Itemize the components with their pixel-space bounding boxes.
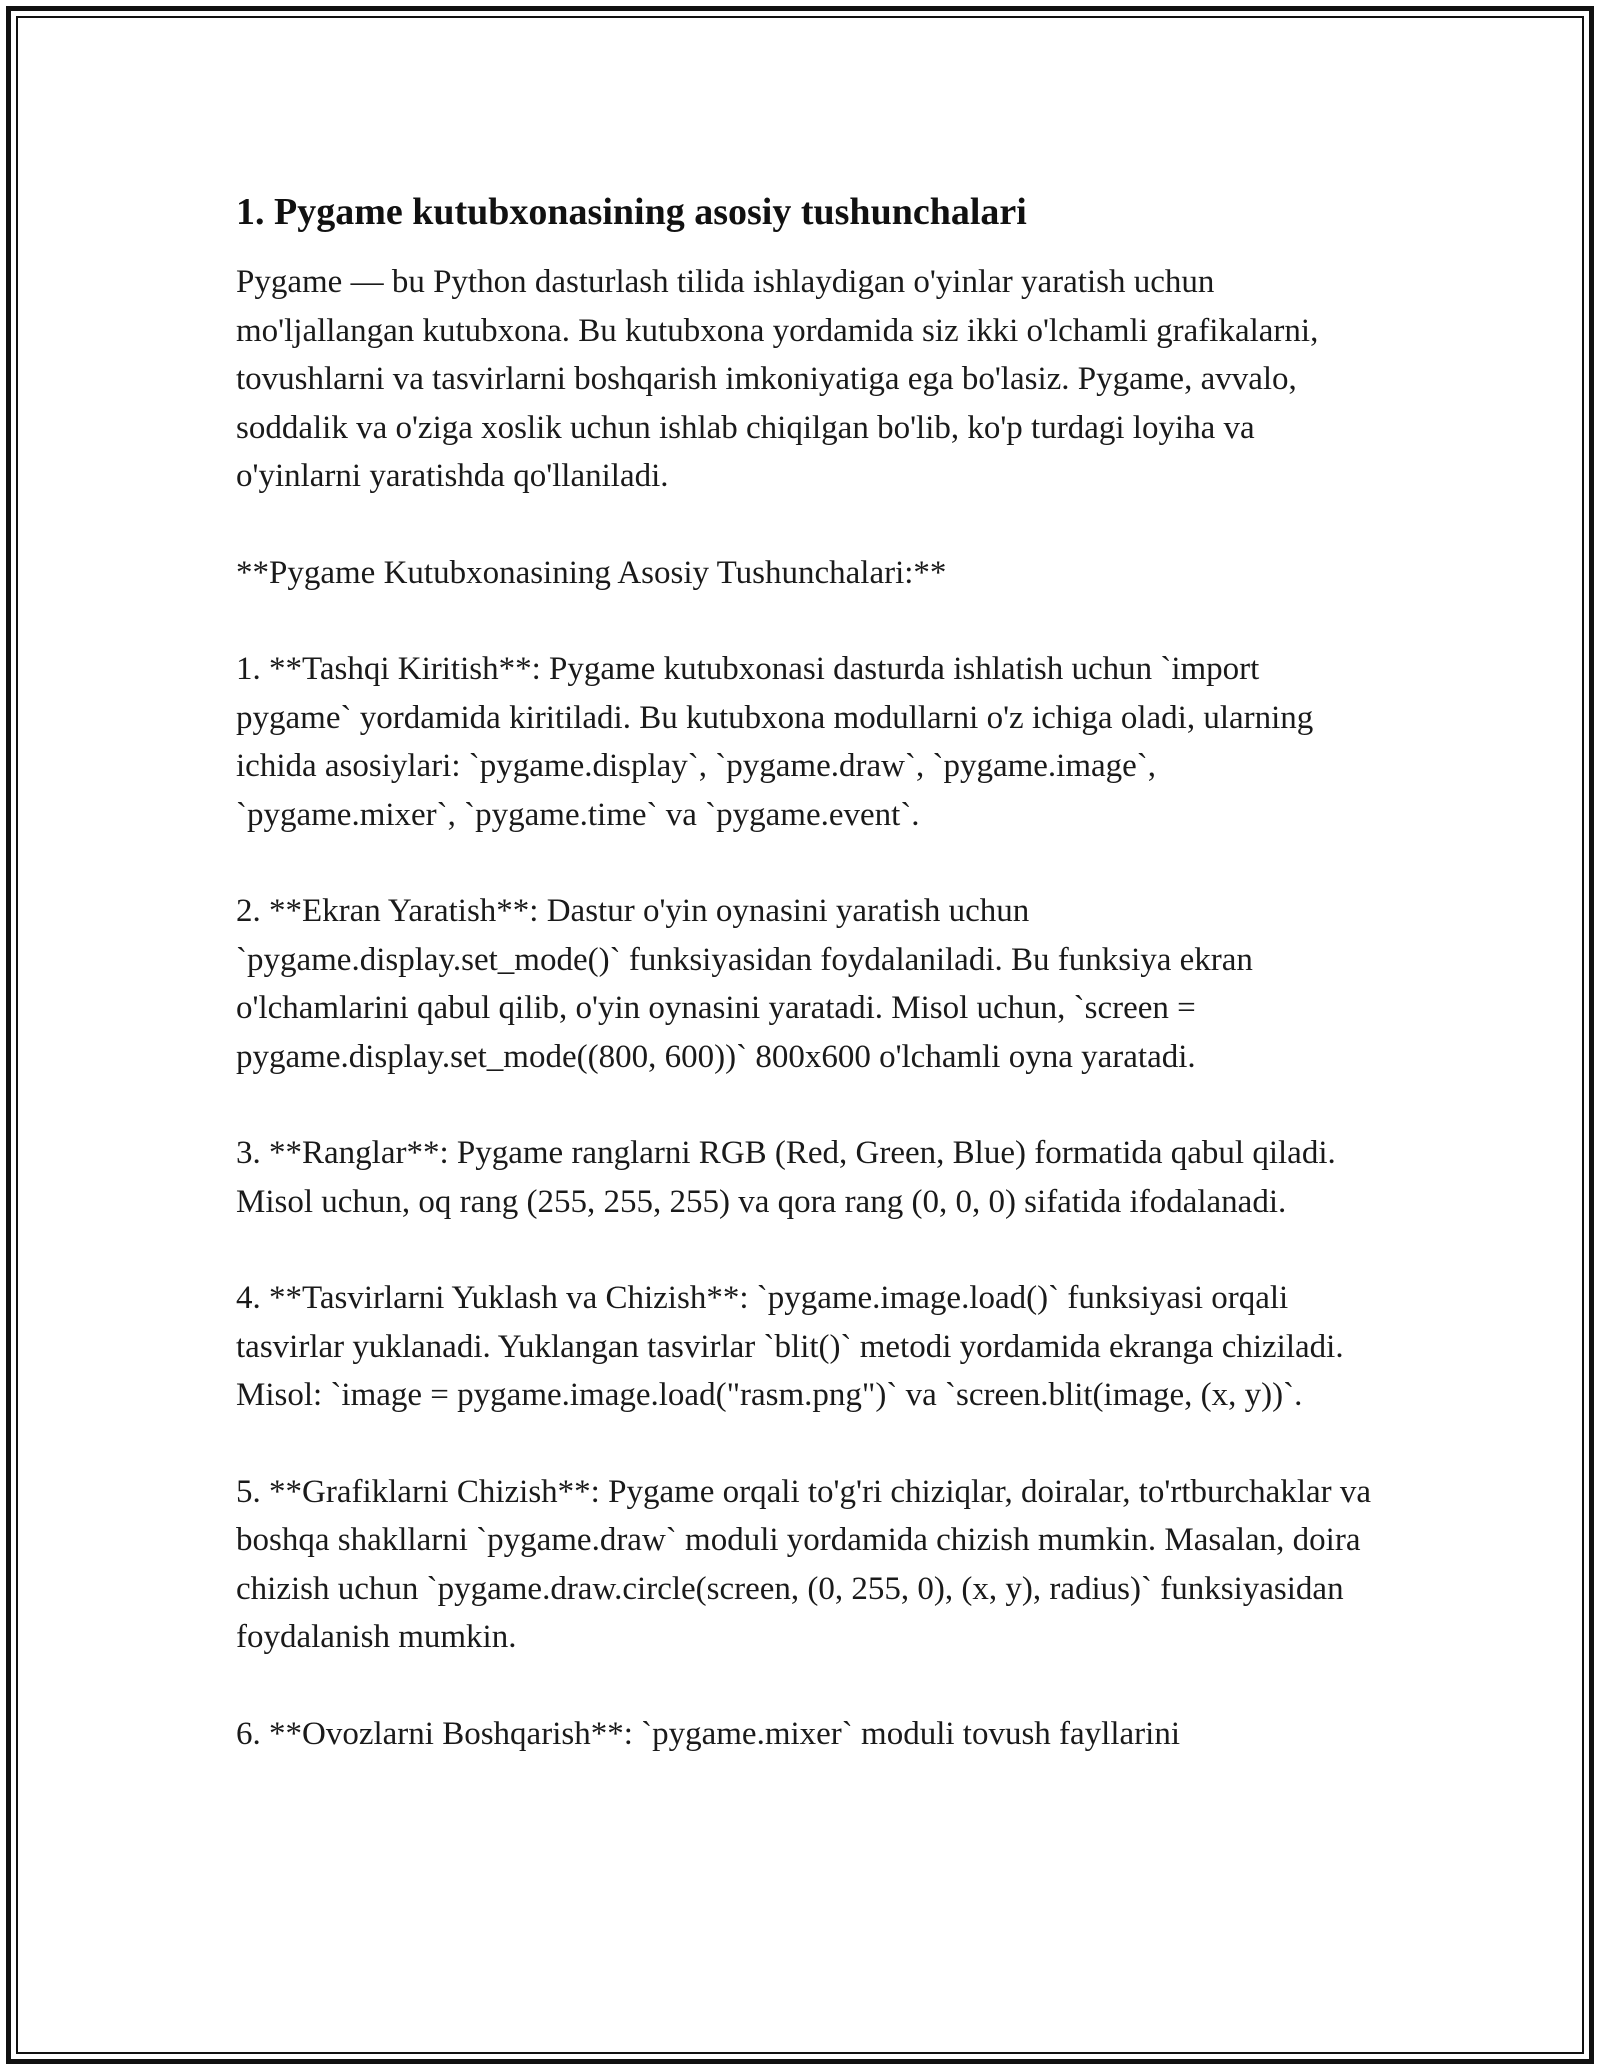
list-item-sound: 6. **Ovozlarni Boshqarish**: `pygame.mixer` moduli tovush fayllarini (236, 1715, 1180, 1752)
list-item-images: 4. **Tasvirlarni Yuklash va Chizish**: `pygame.image.load()` funksiyasi orqali tasvirlar yuklanadi. Yuklangan tasvirlar `blit()` metodi yordamida ekranga chiziladi. Misol: `image = pygame.image.load("rasm.png")` va `screen.blit(image, (x, y))`. (236, 1280, 1344, 1413)
document-body (236, 186, 1376, 1806)
section-heading: 1. Pygame kutubxonasining asosiy tushunchalari (236, 191, 1027, 233)
list-item-import: 1. **Tashqi Kiritish**: Pygame kutubxonasi dasturda ishlatish uchun `import pygame` yordamida kiritiladi. Bu kutubxona modullarni o'z ichiga oladi, ularning ichida asosiylari: `pygame.display`, `pygame.draw`, `pygame.image`, `pygame.mixer`, `pygame.time` va `pygame.event`. (236, 651, 1314, 833)
intro-paragraph: Pygame — bu Python dasturlash tilida ishlaydigan o'yinlar yaratish uchun mo'ljallangan kutubxona. Bu kutubxona yordamida siz ikki o'lchamli grafikalarni, tovushlarni va tasvirlarni boshqarish imkoniyatiga ega bo'lasiz. Pygame, avvalo, soddalik va o'ziga xoslik uchun ishlab chiqilgan bo'lib, ko'p turdagi loyiha va o'yinlarni yaratishda qo'llaniladi. (236, 264, 1319, 494)
list-item-drawing: 5. **Grafiklarni Chizish**: Pygame orqali to'g'ri chiziqlar, doiralar, to'rtburchaklar va boshqa shakllarni `pygame.draw` moduli yordamida chizish mumkin. Masalan, doira chizish uchun `pygame.draw.circle(screen, (0, 255, 0), (x, y), radius)` funksiyasidan foydalanish mumkin. (236, 1473, 1372, 1655)
list-item-colors: 3. **Ranglar**: Pygame ranglarni RGB (Red, Green, Blue) formatida qabul qiladi. Misol uchun, oq rang (255, 255, 255) va qora rang (0, 0, 0) sifatida ifodalanadi. (236, 1135, 1336, 1220)
concepts-subheading: **Pygame Kutubxonasining Asosiy Tushunchalari:** (236, 554, 947, 591)
list-item-screen: 2. **Ekran Yaratish**: Dastur o'yin oynasini yaratish uchun `pygame.display.set_mode()` funksiyasidan foydalaniladi. Bu funksiya ekran o'lchamlarini qabul qilib, o'yin oynasini yaratadi. Misol uchun, `screen = pygame.display.set_mode((800, 600))` 800x600 o'lchamli oyna yaratadi. (236, 893, 1253, 1075)
